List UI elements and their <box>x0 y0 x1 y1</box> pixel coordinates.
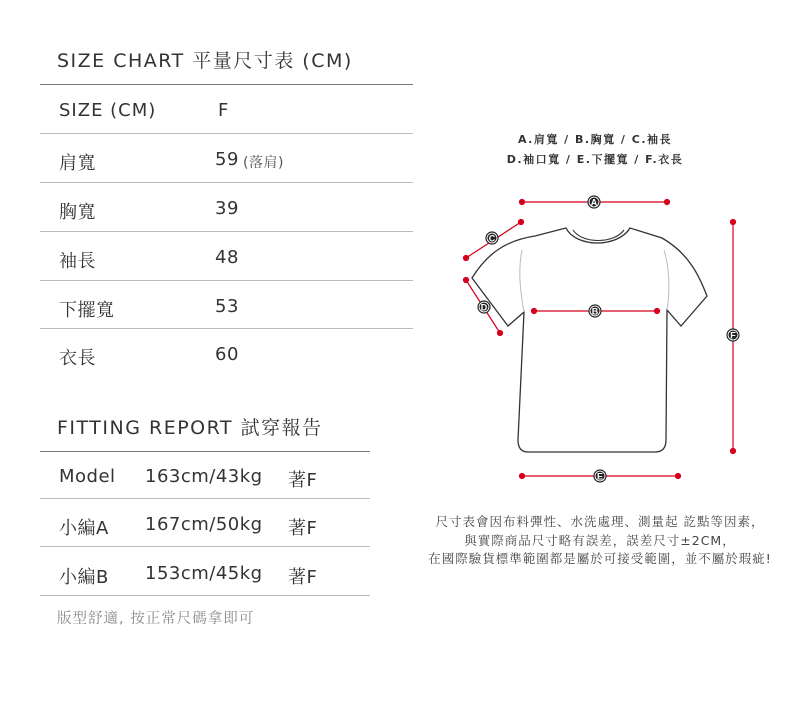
size-chart-header-size: F <box>218 100 229 121</box>
fitting-row-body: 163cm/43kg <box>145 466 263 487</box>
fitting-row-body: 153cm/45kg <box>145 563 263 584</box>
size-chart-header-label: SIZE (CM) <box>59 100 157 121</box>
disclaimer-line1: 尺寸表會因布料彈性、水洗處理、測量起 訖點等因素， <box>435 514 765 529</box>
svg-text:B: B <box>591 306 599 317</box>
size-row-label: 下擺寬 <box>59 300 115 321</box>
svg-text:D: D <box>480 302 488 313</box>
marker-f <box>727 329 739 341</box>
fitting-row-body: 167cm/50kg <box>145 514 263 535</box>
fitting-row-wear: 著F <box>288 567 318 588</box>
fitting-row-name: 小編A <box>59 518 109 539</box>
size-row-label: 袖長 <box>59 251 96 272</box>
fitting-row-wear: 著F <box>288 518 318 539</box>
marker-a <box>588 196 600 208</box>
marker-d <box>478 301 490 313</box>
fitting-row-name: Model <box>59 466 116 487</box>
fitting-row-name: 小編B <box>59 567 109 588</box>
fitting-footer-note: 版型舒適, 按正常尺碼拿即可 <box>57 611 255 627</box>
tshirt-outline <box>472 228 707 452</box>
size-row-label: 肩寬 <box>59 153 96 174</box>
fitting-report-title: FITTING REPORT 試穿報告 <box>57 417 323 439</box>
marker-b <box>589 305 601 317</box>
svg-text:E: E <box>596 471 604 482</box>
fitting-row-wear: 著F <box>288 470 318 491</box>
size-row-value: 48 <box>215 247 239 268</box>
disclaimer-line2: 與實際商品尺寸略有誤差，誤差尺寸±2CM， <box>464 533 736 548</box>
diagram-legend-line1: A.肩寬 / B.胸寬 / C.袖長 <box>517 133 673 146</box>
size-row-value: 39 <box>215 198 239 219</box>
diagram-legend-line2: D.袖口寬 / E.下擺寬 / F.衣長 <box>506 153 684 166</box>
size-row-value: 60 <box>215 344 239 365</box>
size-row-label: 胸寬 <box>59 202 96 223</box>
size-row-label: 衣長 <box>59 348 96 369</box>
size-chart-title: SIZE CHART 平量尺寸表 (CM) <box>57 50 353 72</box>
svg-text:C: C <box>488 233 496 244</box>
svg-text:A: A <box>590 197 598 208</box>
size-row-value: 59 <box>215 149 239 170</box>
svg-text:F: F <box>730 330 736 341</box>
disclaimer-line3: 在國際驗貨標準範圍都是屬於可接受範圍，並不屬於瑕疵! <box>428 551 772 566</box>
size-row-value: 53 <box>215 296 239 317</box>
marker-e <box>594 470 606 482</box>
size-row-note: (落肩) <box>243 155 284 171</box>
marker-c <box>486 232 498 244</box>
